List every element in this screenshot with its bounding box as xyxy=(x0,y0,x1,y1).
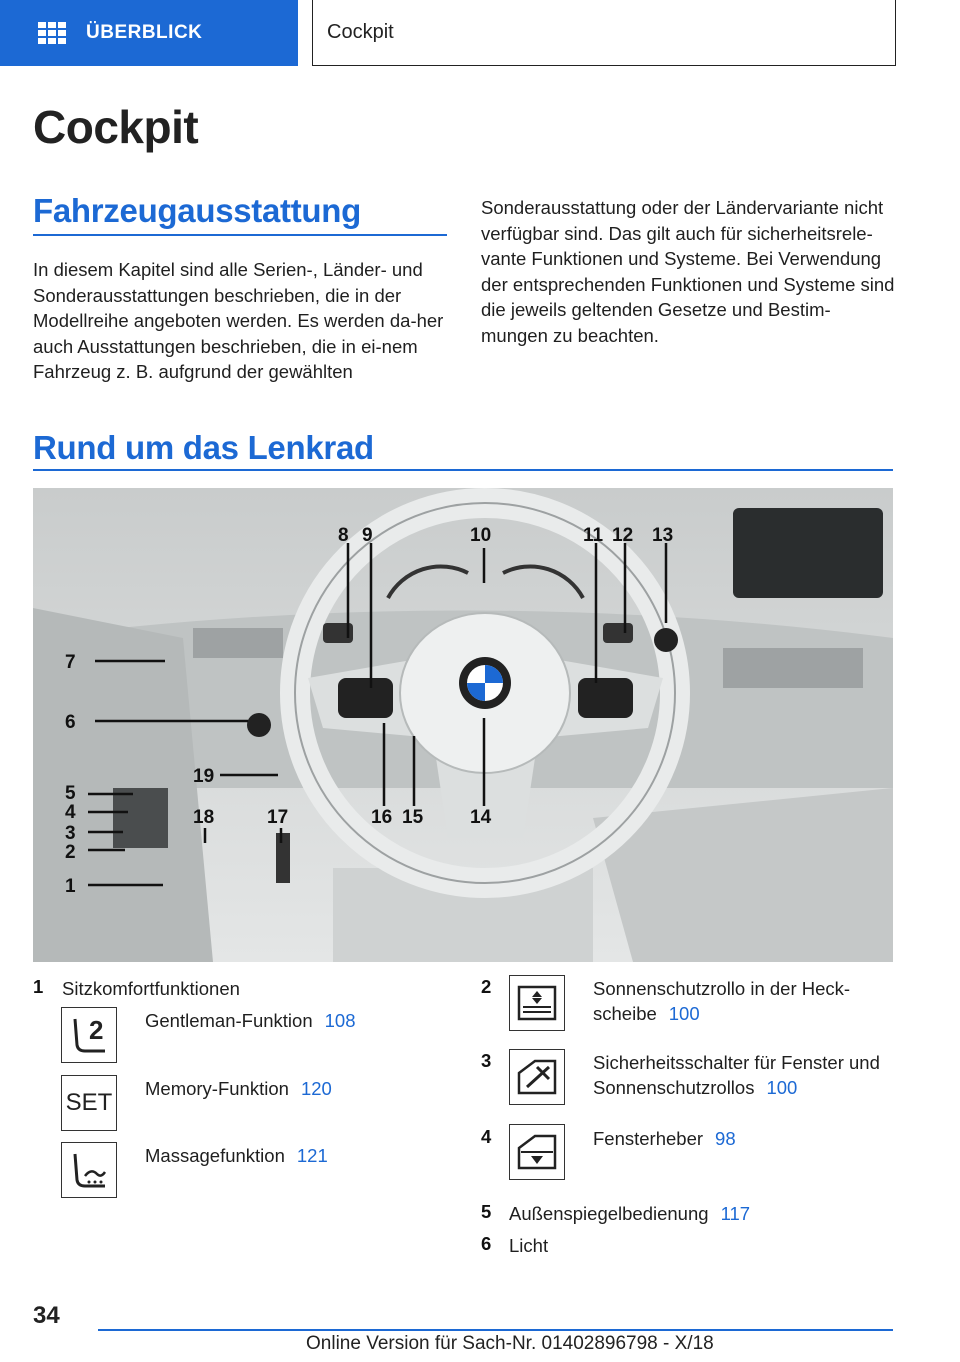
set-icon-text: SET xyxy=(65,1089,113,1116)
item-3-label-line1: Sicherheitsschalter für Fenster und xyxy=(593,1052,880,1073)
rear-sunblind-icon xyxy=(509,975,565,1031)
item-5[interactable] xyxy=(509,1201,750,1226)
steering-rule xyxy=(33,469,893,471)
item-2-page-link[interactable]: 100 xyxy=(668,1003,700,1024)
top-bar xyxy=(0,0,960,66)
item-1-label: Sitzkomfortfunktionen xyxy=(62,978,240,999)
callout-13: 13 xyxy=(652,525,674,546)
item-5-label: Außenspiegelbedienung xyxy=(509,1203,709,1224)
overview-tab[interactable] xyxy=(0,0,298,66)
callout-9: 9 xyxy=(362,525,373,546)
section-tab[interactable] xyxy=(312,0,896,66)
window-lifter-icon xyxy=(509,1124,565,1180)
item-2-label-line2: scheibe xyxy=(593,1003,657,1024)
item-6-label: Licht xyxy=(509,1235,549,1256)
item-5-number: 5 xyxy=(481,1201,492,1222)
callout-19: 19 xyxy=(193,766,215,787)
callout-2: 2 xyxy=(65,842,76,863)
item-1a[interactable] xyxy=(145,1008,356,1033)
item-2-number: 2 xyxy=(481,976,492,997)
callout-12: 12 xyxy=(612,525,634,546)
item-1c[interactable] xyxy=(145,1143,328,1168)
item-1-number: 1 xyxy=(33,976,44,997)
footer-text: Online Version für Sach-Nr. 01402896798 - X/18 xyxy=(306,1333,714,1354)
item-3-number: 3 xyxy=(481,1050,492,1071)
svg-text:2: 2 xyxy=(89,1015,104,1045)
overview-tab-label: ÜBERBLICK xyxy=(86,22,203,43)
callout-8: 8 xyxy=(338,525,349,546)
equipment-para-right: Sonderausstattung oder der Ländervariante nicht verfügbar sind. Das gilt auch für sicherheitsrele-vante Funktionen und Systeme. Bei Verwendung der entsprechenden Funktionen und Systeme sind die jeweils geltenden Gesetze und Bestim-mungen zu beachten. xyxy=(481,197,895,346)
callout-16: 16 xyxy=(371,807,393,828)
callout-10: 10 xyxy=(470,525,492,546)
callout-7: 7 xyxy=(65,652,76,673)
item-1b-label: Memory-Funktion xyxy=(145,1078,289,1099)
equipment-para-left: In diesem Kapitel sind alle Serien-, Länder- und Sonderausstattungen beschrieben, die in der Modellreihe angeboten werden. Es werden da-her auch Ausstattungen beschrieben, die in ei-nem Fahrzeug z. B. aufgrund der gewählten xyxy=(33,259,444,382)
item-4-number: 4 xyxy=(481,1126,492,1147)
callout-3: 3 xyxy=(65,823,76,844)
item-3-page-link[interactable]: 100 xyxy=(766,1077,798,1098)
window-lock-icon xyxy=(509,1049,565,1105)
cockpit-illustration xyxy=(33,488,893,962)
equipment-heading: Fahrzeugausstattung xyxy=(33,192,361,229)
item-2[interactable] xyxy=(593,976,893,1026)
item-1b-page-link[interactable]: 120 xyxy=(300,1078,332,1099)
set-icon xyxy=(61,1075,117,1131)
item-1a-page-link[interactable]: 108 xyxy=(324,1010,356,1031)
item-4-page-link[interactable]: 98 xyxy=(715,1128,736,1149)
callout-4: 4 xyxy=(65,802,76,823)
footer-rule xyxy=(98,1329,893,1331)
callout-18: 18 xyxy=(193,807,215,828)
callout-15: 15 xyxy=(402,807,424,828)
page-title: Cockpit xyxy=(33,101,199,153)
cockpit-figure xyxy=(33,488,893,962)
item-2-label-line1: Sonnenschutzrollo in der Heck- xyxy=(593,978,851,999)
item-4[interactable] xyxy=(593,1126,736,1151)
equipment-rule xyxy=(33,234,447,236)
steering-heading: Rund um das Lenkrad xyxy=(33,429,374,466)
callout-17: 17 xyxy=(267,807,289,828)
grid-icon xyxy=(38,22,66,44)
item-1b[interactable] xyxy=(145,1076,332,1101)
callout-5: 5 xyxy=(65,783,76,804)
callout-14: 14 xyxy=(470,807,492,828)
callout-6: 6 xyxy=(65,712,76,733)
page-number: 34 xyxy=(33,1302,60,1329)
seat-2-icon xyxy=(61,1007,117,1063)
item-1c-label: Massagefunktion xyxy=(145,1145,285,1166)
callout-1: 1 xyxy=(65,876,76,897)
item-1a-label: Gentleman-Funktion xyxy=(145,1010,313,1031)
massage-seat-icon xyxy=(61,1142,117,1198)
section-tab-label: Cockpit xyxy=(327,21,394,43)
item-3[interactable] xyxy=(593,1050,893,1100)
item-1c-page-link[interactable]: 121 xyxy=(296,1145,328,1166)
item-6-number: 6 xyxy=(481,1233,492,1254)
item-3-label-line2: Sonnenschutzrollos xyxy=(593,1077,755,1098)
item-5-page-link[interactable]: 117 xyxy=(720,1203,751,1224)
item-4-label: Fensterheber xyxy=(593,1128,704,1149)
callout-11: 11 xyxy=(583,525,604,546)
